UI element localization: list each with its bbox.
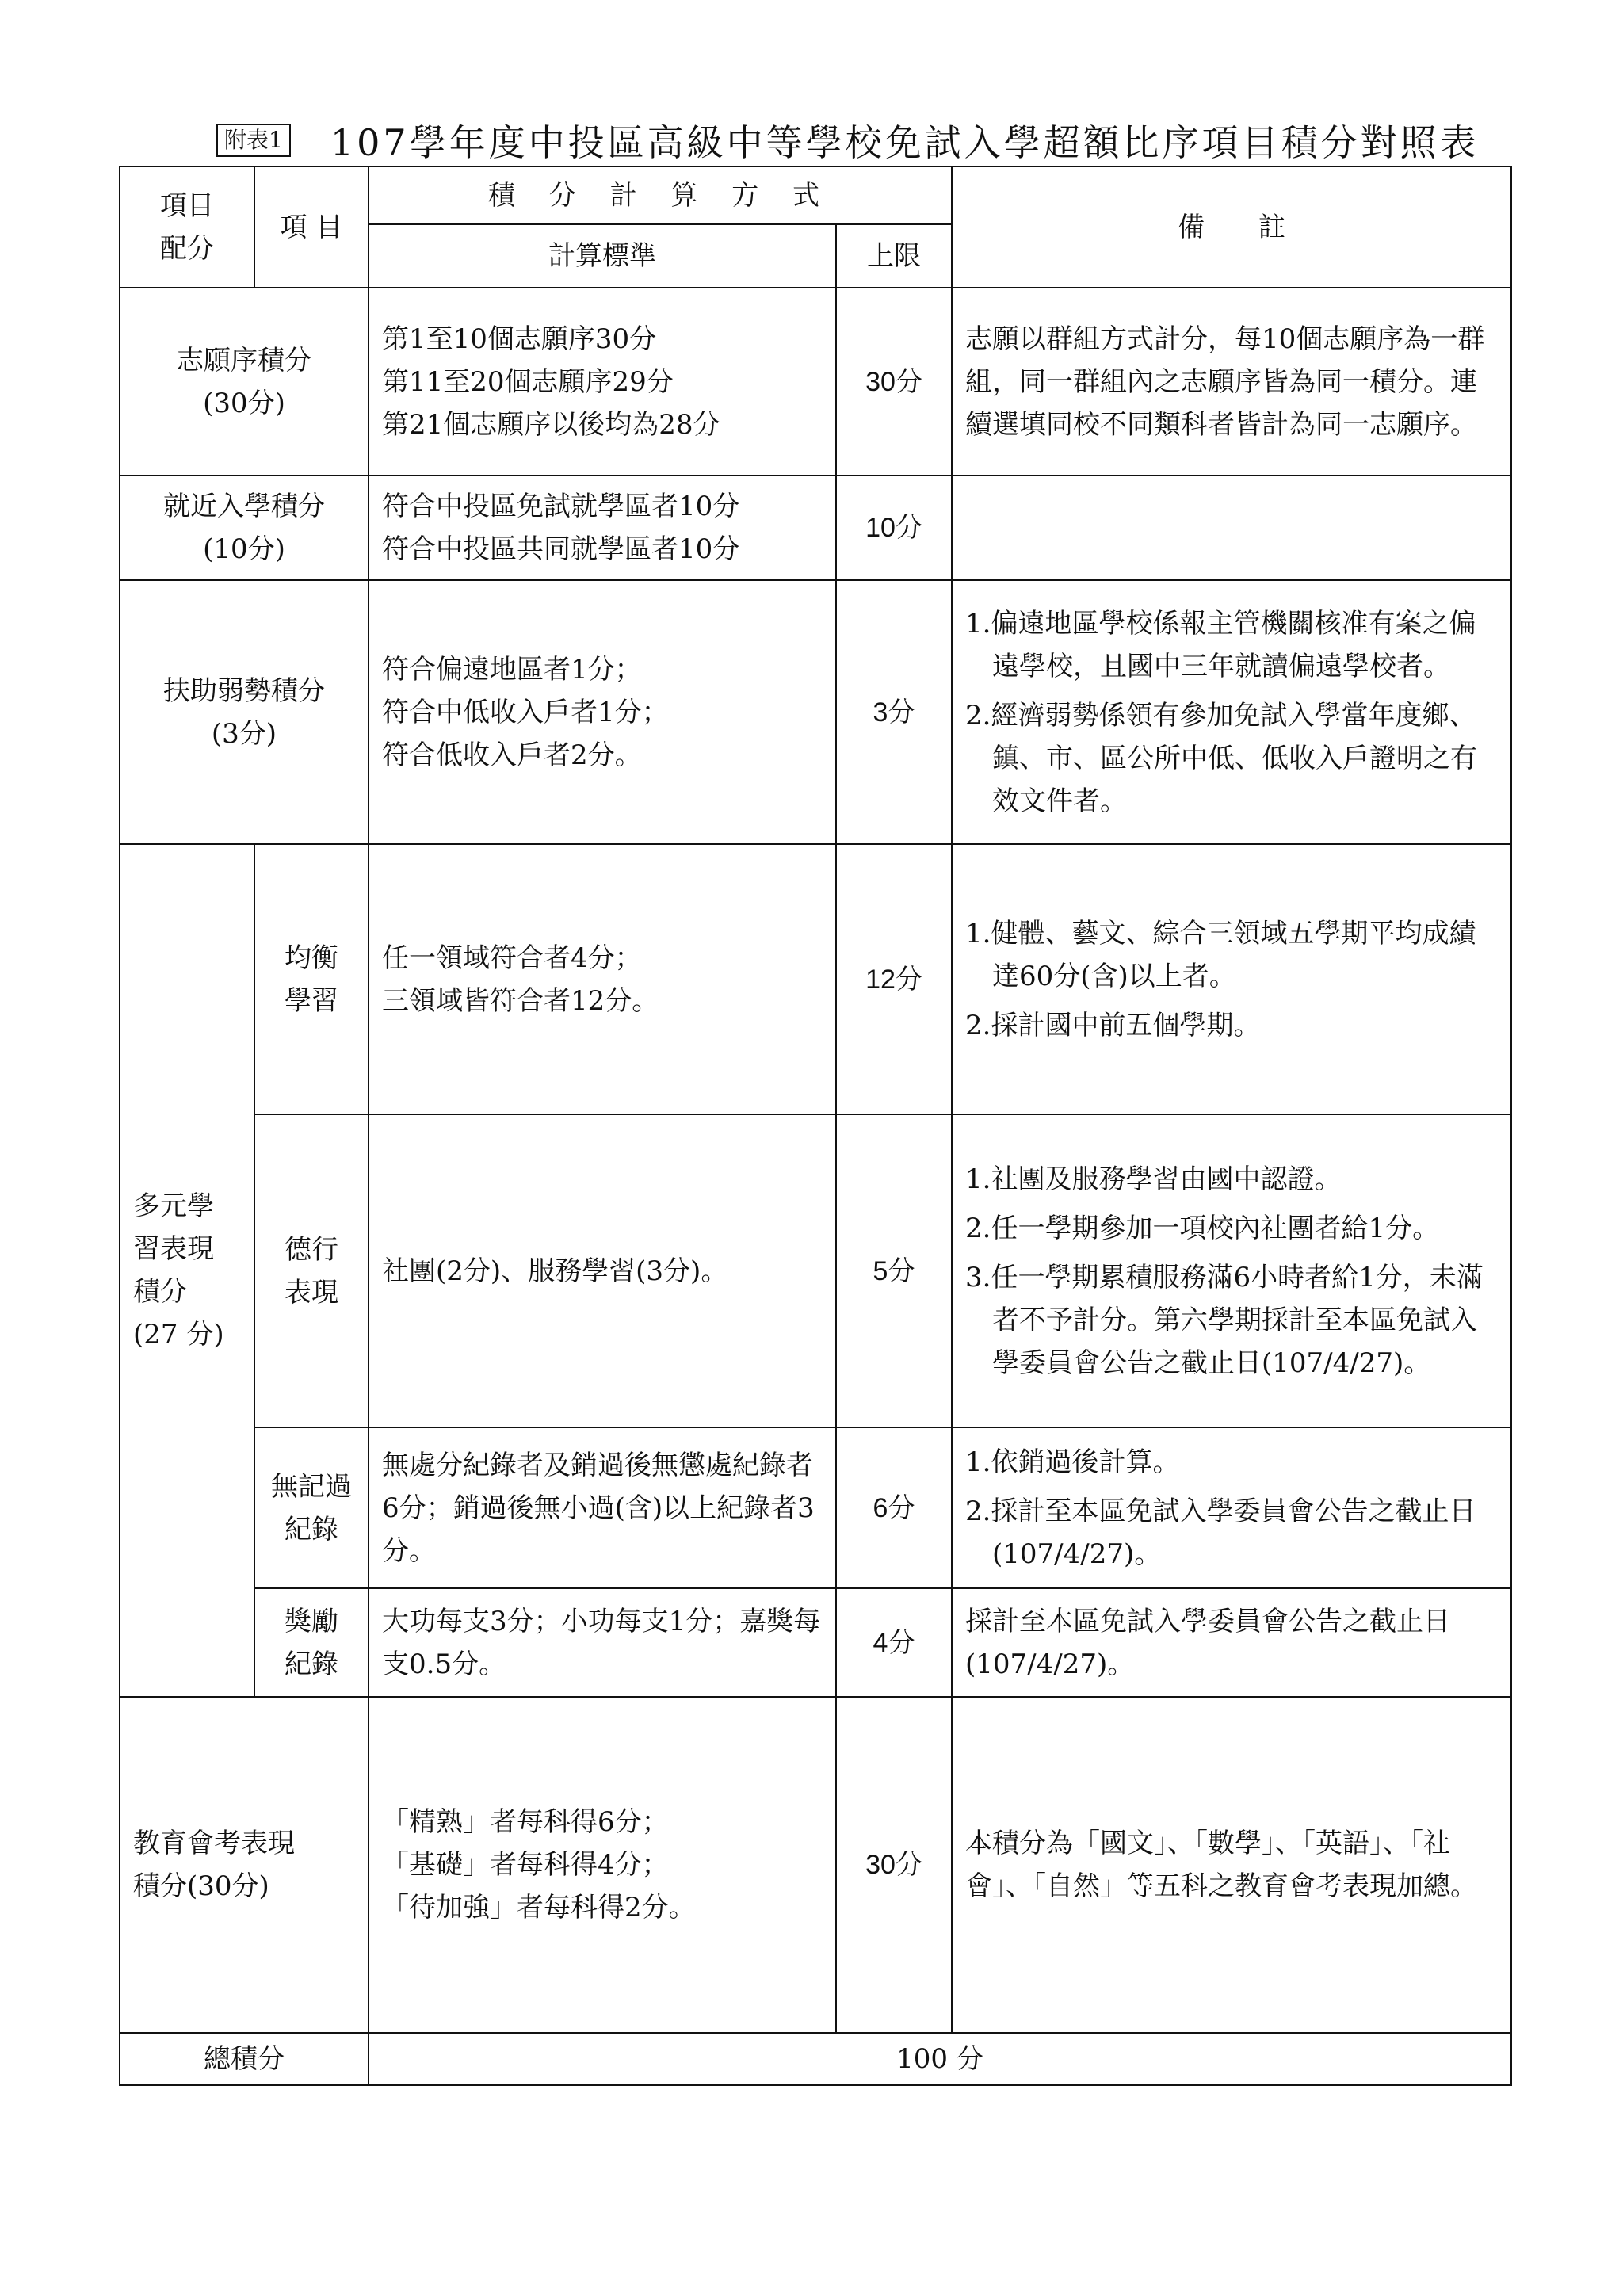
preference-limit: 30分 [836, 288, 952, 476]
row-disadvantaged [120, 580, 1511, 844]
preference-standard: 第1至10個志願序30分 第11至20個志願序29分 第21個志願序以後均為28分 [369, 288, 836, 476]
awards-item: 獎勵 紀錄 [254, 1588, 369, 1697]
list-item: 2.任一學期參加一項校內社團者給1分。 [965, 1212, 1440, 1244]
row-multi-awards [120, 1588, 1511, 1697]
row-preference [120, 288, 1511, 476]
conduct-standard: 社團(2分)、服務學習(3分)。 [369, 1114, 836, 1427]
attachment-label: 附表1 [216, 124, 291, 157]
list-item: 2.採計國中前五個學期。 [965, 1009, 1261, 1041]
total-value: 100 分 [369, 2033, 1511, 2085]
row-multi-no-demerit [120, 1427, 1511, 1588]
header-limit: 上限 [836, 224, 952, 288]
multi-label-cell: 多元學 習表現 積分 (27 分) [120, 844, 254, 1697]
balanced-item: 均衡 學習 [254, 844, 369, 1114]
row-exam [120, 1697, 1511, 2033]
document-title: 107學年度中投區高級中等學校免試入學超額比序項目積分對照表 [330, 121, 1480, 164]
disadvantaged-standard: 符合偏遠地區者1分； 符合中低收入戶者1分； 符合低收入戶者2分。 [369, 580, 836, 844]
total-label: 總積分 [120, 2033, 369, 2085]
list-item: 2.經濟弱勢係領有參加免試入學當年度鄉、鎮、市、區公所中低、低收入戶證明之有效文件者。 [965, 699, 1478, 817]
awards-standard: 大功每支3分；小功每支1分；嘉獎每支0.5分。 [369, 1588, 836, 1697]
row-multi-balanced [120, 844, 1511, 1114]
nearby-limit: 10分 [836, 476, 952, 580]
conduct-limit: 5分 [836, 1114, 952, 1427]
balanced-remarks [952, 844, 1511, 1114]
nearby-label-cell: 就近入學積分 (10分) [120, 476, 369, 580]
row-total [120, 2033, 1511, 2085]
header-calc-standard: 計算標準 [369, 224, 836, 288]
conduct-remarks [952, 1114, 1511, 1427]
header-calc-method: 積 分 計 算 方 式 [369, 166, 952, 224]
nearby-standard: 符合中投區免試就學區者10分 符合中投區共同就學區者10分 [369, 476, 836, 580]
list-item: 1.依銷過後計算。 [965, 1446, 1180, 1478]
list-item: 1.社團及服務學習由國中認證。 [965, 1163, 1342, 1195]
no-demerit-standard: 無處分紀錄者及銷過後無懲處紀錄者6分；銷過後無小過(含)以上紀錄者3分。 [369, 1427, 836, 1588]
no-demerit-remarks [952, 1427, 1511, 1588]
awards-limit: 4分 [836, 1588, 952, 1697]
preference-remark: 志願以群組方式計分，每10個志願序為一群組，同一群組內之志願序皆為同一積分。連續選填同校不同類科者皆計為同一志願序。 [952, 288, 1511, 476]
disadvantaged-label-cell: 扶助弱勢積分 (3分) [120, 580, 369, 844]
row-nearby [120, 476, 1511, 580]
no-demerit-item: 無記過 紀錄 [254, 1427, 369, 1588]
exam-remark: 本積分為「國文」、「數學」、「英語」、「社會」、「自然」等五科之教育會考表現加總。 [952, 1697, 1511, 2033]
exam-limit: 30分 [836, 1697, 952, 2033]
exam-label-cell: 教育會考表現 積分(30分) [120, 1697, 369, 2033]
list-item: 1.健體、藝文、綜合三領域五學期平均成績達60分(含)以上者。 [965, 917, 1476, 992]
list-item: 2.採計至本區免試入學委員會公告之截止日(107/4/27)。 [965, 1495, 1476, 1570]
awards-remark: 採計至本區免試入學委員會公告之截止日(107/4/27)。 [952, 1588, 1511, 1697]
score-table [119, 166, 1512, 2086]
nearby-remark [952, 476, 1511, 580]
conduct-item: 德行 表現 [254, 1114, 369, 1427]
list-item: 3.任一學期累積服務滿6小時者給1分，未滿者不予計分。第六學期採計至本區免試入學委員會公告之截止日(107/4/27)。 [965, 1261, 1484, 1379]
table-header-row-1 [120, 166, 1511, 224]
header-remarks: 備 註 [952, 166, 1511, 288]
header-item: 項 目 [254, 166, 369, 288]
balanced-limit: 12分 [836, 844, 952, 1114]
preference-label-cell: 志願序積分 (30分) [120, 288, 369, 476]
balanced-standard: 任一領域符合者4分； 三領域皆符合者12分。 [369, 844, 836, 1114]
disadvantaged-limit: 3分 [836, 580, 952, 844]
exam-standard: 「精熟」者每科得6分； 「基礎」者每科得4分； 「待加強」者每科得2分。 [369, 1697, 836, 2033]
document-title-row [216, 113, 1480, 168]
disadvantaged-remarks [952, 580, 1511, 844]
list-item: 1.偏遠地區學校係報主管機關核准有案之偏遠學校，且國中三年就讀偏遠學校者。 [965, 607, 1476, 682]
row-multi-conduct [120, 1114, 1511, 1427]
no-demerit-limit: 6分 [836, 1427, 952, 1588]
header-item-score: 項目 配分 [120, 166, 254, 288]
